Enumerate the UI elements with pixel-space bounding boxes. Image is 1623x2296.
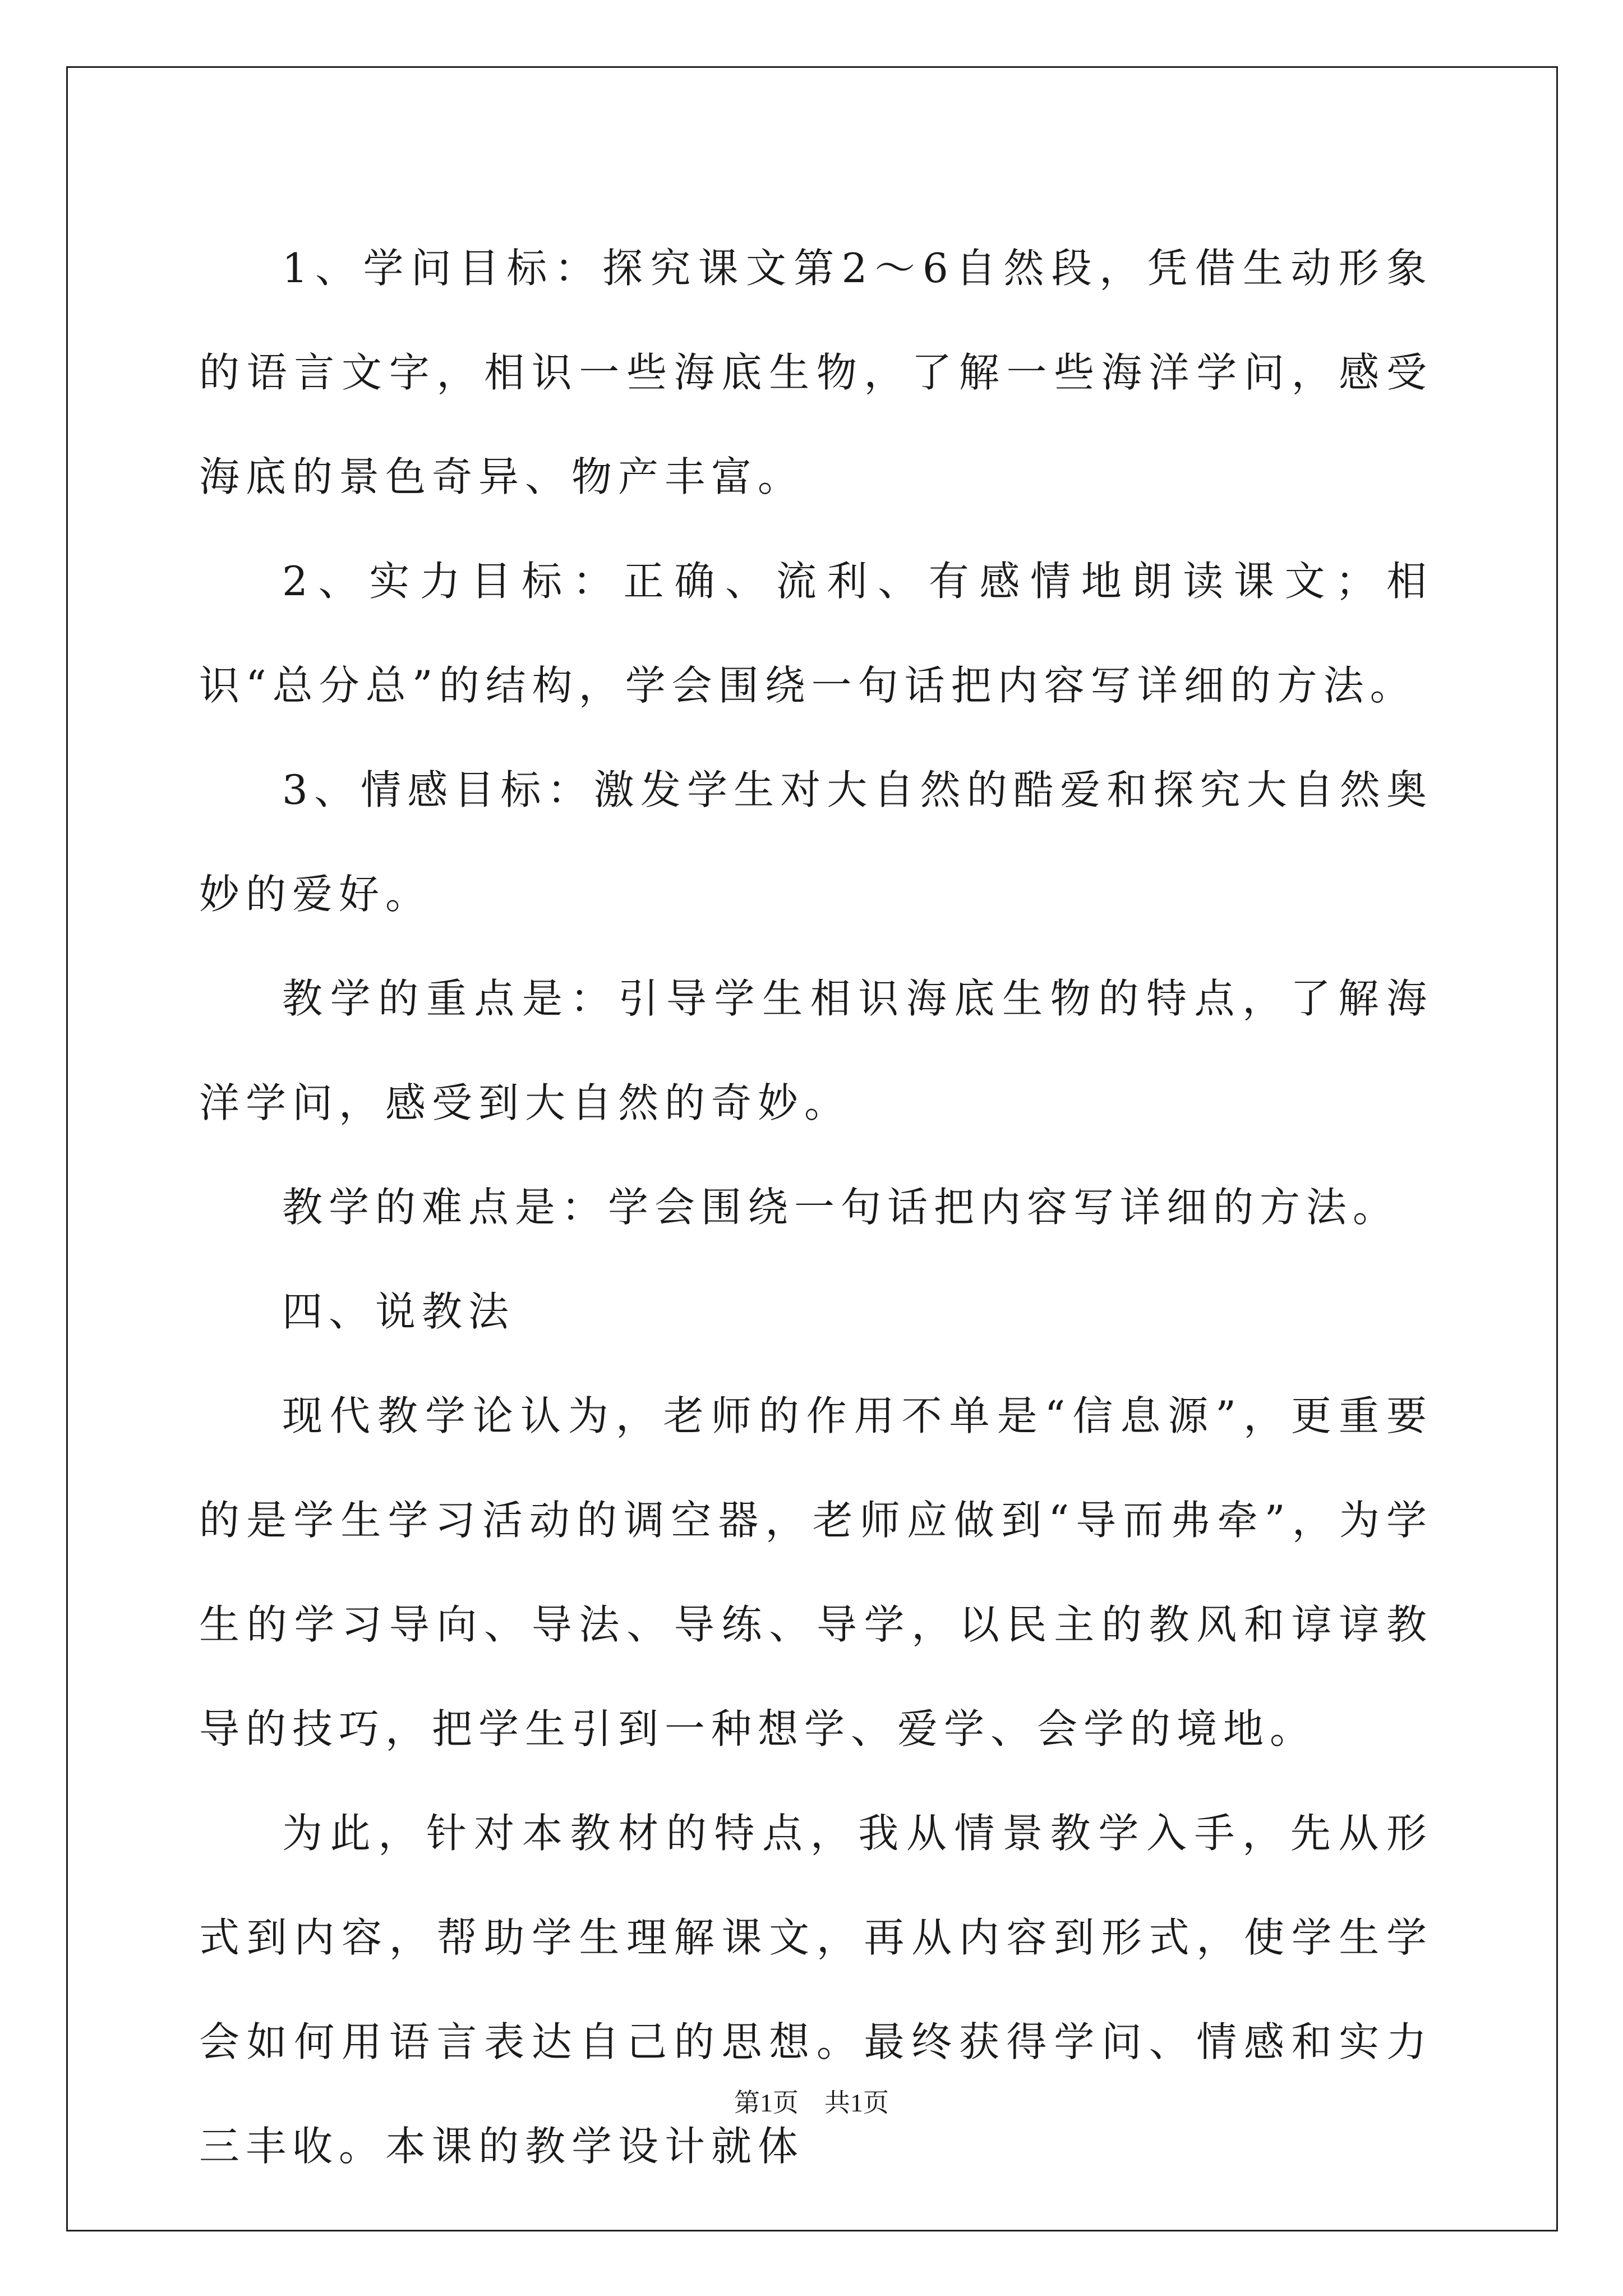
paragraph-teaching-theory: 现代教学论认为，老师的作用不单是“信息源”，更重要的是学生学习活动的调空器，老师应做到“导而弗牵”，为学生的学习导向、导法、导练、导学，以民主的教风和谆谆教导的技巧，把学生引到一种想学、爱学、会学的境地。 (199, 1392, 1433, 1752)
paragraph-knowledge-goal: 1、学问目标：探究课文第2～6自然段，凭借生动形象的语言文字，相识一些海底生物，了解一些海洋学问，感受海底的景色奇异、物产丰富。 (199, 245, 1433, 500)
document-body (199, 216, 1433, 2198)
page-number: 第1页 (734, 2088, 799, 2117)
section-heading-teaching-method: 四、说教法 (282, 1288, 515, 1335)
page-total: 共1页 (824, 2088, 889, 2117)
page-footer (0, 2082, 1623, 2119)
paragraph-emotion-goal: 3、情感目标：激发学生对大自然的酷爱和探究大自然奥妙的爱好。 (199, 766, 1433, 918)
paragraph-difficult-point: 教学的难点是：学会围绕一句话把内容写详细的方法。 (282, 1184, 1400, 1231)
paragraph-ability-goal: 2、实力目标：正确、流利、有感情地朗读课文；相识“总分总”的结构，学会围绕一句话把内容写详细的方法。 (199, 558, 1433, 709)
paragraph-key-point: 教学的重点是：引导学生相识海底生物的特点，了解海洋学问，感受到大自然的奇妙。 (199, 975, 1433, 1126)
paragraph-teaching-approach: 为此，针对本教材的特点，我从情景教学入手，先从形式到内容，帮助学生理解课文，再从内容到形式，使学生学会如何用语言表达自己的思想。最终获得学问、情感和实力三丰收。本课的教学设计就体 (199, 1810, 1433, 2170)
